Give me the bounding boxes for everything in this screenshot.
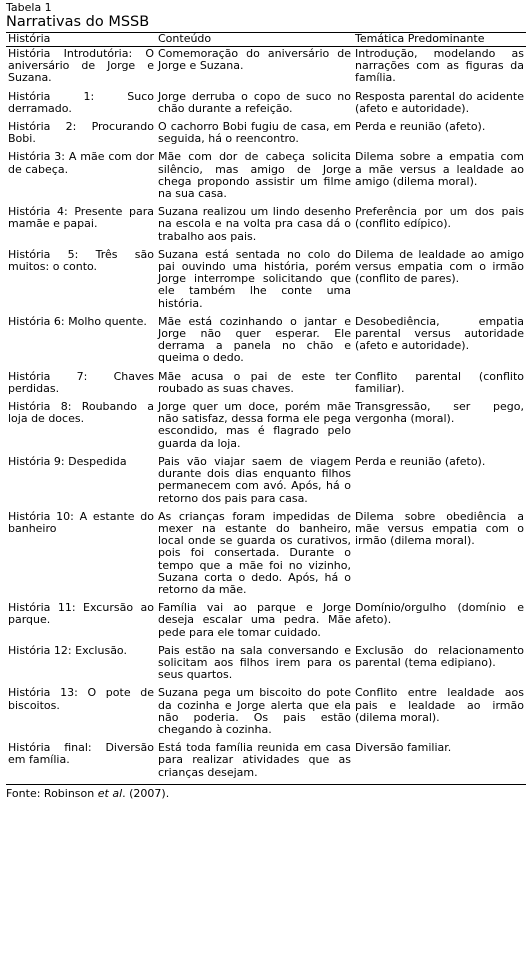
cell-historia: História 9: Despedida bbox=[8, 454, 127, 468]
table-row bbox=[6, 90, 526, 120]
cell-tematica: Perda e reunião (afeto). bbox=[355, 120, 486, 134]
source-suffix: . (2007). bbox=[122, 786, 170, 800]
table-row bbox=[6, 120, 526, 150]
cell-tematica: Desobediência, empatia parental versus autoridade (afeto e autoridade). bbox=[355, 314, 524, 353]
cell-historia: História 6: Molho quente. bbox=[8, 314, 147, 328]
table-row bbox=[6, 248, 526, 315]
cell-conteudo: O cachorro Bobi fugiu de casa, em seguida, há o reencontro. bbox=[158, 120, 351, 146]
cell-tematica: Dilema sobre obediência a mãe versus empatia com o irmão (dilema moral). bbox=[355, 509, 524, 548]
column-header-tematica: Temática Predominante bbox=[353, 33, 526, 47]
cell-historia: História 5: Três são muitos: o conto. bbox=[8, 247, 154, 274]
cell-tematica: Preferência por um dos pais (conflito edípico). bbox=[355, 205, 524, 231]
table-row bbox=[6, 644, 526, 687]
cell-historia: História 11: Excursão ao parque. bbox=[8, 601, 154, 627]
table-source bbox=[6, 787, 526, 800]
column-header-conteudo: Conteúdo bbox=[156, 33, 353, 47]
cell-tematica: Dilema de lealdade ao amigo versus empatia com o irmão (conflito de pares). bbox=[355, 247, 524, 286]
table-row bbox=[6, 741, 526, 784]
source-prefix: Fonte: Robinson bbox=[6, 786, 98, 800]
cell-conteudo: Mãe acusa o pai de este ter roubado as suas chaves. bbox=[158, 369, 351, 395]
cell-conteudo: As crianças foram impedidas de mexer na estante do banheiro, local onde se guarda os curativos, pois foi consertada. Durante o tempo que a mãe foi no vizinho, Suzana corta o dedo. Após, há o retorno da mãe. bbox=[158, 509, 351, 596]
table-row bbox=[6, 601, 526, 644]
column-header-historia: História bbox=[6, 33, 156, 47]
table-row bbox=[6, 370, 526, 400]
cell-historia: História final: Diversão em família. bbox=[6, 741, 156, 784]
cell-tematica: Transgressão, ser pego, vergonha (moral). bbox=[355, 400, 524, 426]
cell-tematica: Perda e reunião (afeto). bbox=[355, 454, 486, 468]
cell-historia: História 4: Presente para mamãe e papai. bbox=[8, 205, 154, 231]
cell-conteudo: Suzana realizou um lindo desenho na escola e na volta pra casa dá o trabalho aos pais. bbox=[158, 205, 351, 243]
table-row bbox=[6, 686, 526, 741]
source-italic: et al bbox=[97, 786, 123, 800]
table-row bbox=[6, 47, 526, 90]
cell-historia: História 1: Suco derramado. bbox=[8, 89, 154, 115]
cell-conteudo: Mãe está cozinhando o jantar e Jorge não quer esperar. Ele derrama a panela no chão e queima o dedo. bbox=[158, 314, 351, 365]
cell-conteudo: Mãe com dor de cabeça solicita silêncio, mas amigo de Jorge chega propondo assistir um filme na sua casa. bbox=[158, 150, 351, 201]
cell-historia: História 13: O pote de biscoitos. bbox=[8, 686, 154, 712]
cell-tematica: Domínio/orgulho (domínio e afeto). bbox=[355, 601, 524, 627]
cell-tematica: Exclusão do relacionamento parental (tema edipiano). bbox=[355, 643, 524, 669]
cell-tematica: Resposta parental do acidente (afeto e autoridade). bbox=[355, 89, 524, 115]
table-row bbox=[6, 455, 526, 510]
cell-conteudo: Família vai ao parque e Jorge deseja escalar uma pedra. Mãe pede para ele tomar cuidado. bbox=[158, 601, 351, 639]
cell-conteudo: Pais vão viajar saem de viagem durante dois dias enquanto filhos permanecem com avó. Após, há o retorno dos pais para casa. bbox=[158, 454, 351, 505]
cell-historia: História 8: Roubando a loja de doces. bbox=[8, 400, 154, 426]
table-header-row bbox=[6, 33, 526, 47]
cell-historia: História 3: A mãe com dor de cabeça. bbox=[8, 150, 154, 176]
table-row bbox=[6, 315, 526, 370]
cell-conteudo: Está toda família reunida em casa para realizar atividades que as crianças desejam. bbox=[156, 741, 353, 784]
table-row bbox=[6, 150, 526, 205]
cell-conteudo: Jorge quer um doce, porém mãe não satisfaz, dessa forma ele pega escondido, mas é flagrado pelo guarda da loja. bbox=[158, 400, 351, 450]
table-row bbox=[6, 205, 526, 248]
cell-tematica: Introdução, modelando as narrações com as figuras da família. bbox=[355, 47, 524, 85]
table-row bbox=[6, 510, 526, 601]
table-title: Narrativas do MSSB bbox=[6, 14, 150, 30]
cell-historia: História 12: Exclusão. bbox=[8, 643, 127, 657]
narratives-table bbox=[6, 32, 526, 785]
cell-conteudo: Pais estão na sala conversando e solicitam aos filhos irem para os seus quartos. bbox=[158, 643, 351, 682]
cell-conteudo: Suzana está sentada no colo do pai ouvindo uma história, porém Jorge interrompe solicitando que ele também lhe conte uma história. bbox=[158, 247, 351, 310]
cell-historia: História 7: Chaves perdidas. bbox=[8, 369, 154, 395]
cell-tematica: Diversão familiar. bbox=[353, 741, 526, 784]
table-body bbox=[6, 47, 526, 785]
table-label: Tabela 1 bbox=[6, 1, 52, 14]
cell-conteudo: Comemoração do aniversário de Jorge e Suzana. bbox=[158, 47, 351, 73]
cell-tematica: Conflito parental (conflito familiar). bbox=[355, 369, 524, 395]
cell-tematica: Dilema sobre a empatia com a mãe versus a lealdade ao amigo (dilema moral). bbox=[355, 150, 524, 188]
cell-historia: História 2: Procurando Bobi. bbox=[8, 120, 154, 146]
cell-tematica: Conflito entre lealdade aos pais e lealdade ao irmão (dilema moral). bbox=[355, 686, 524, 724]
cell-conteudo: Jorge derruba o copo de suco no chão durante a refeição. bbox=[158, 89, 351, 115]
cell-historia: História 10: A estante do banheiro bbox=[8, 509, 154, 535]
table-row bbox=[6, 400, 526, 455]
cell-historia: História Introdutória: O aniversário de Jorge e Suzana. bbox=[8, 47, 154, 85]
cell-conteudo: Suzana pega um biscoito do pote da cozinha e Jorge alerta que ela não poderia. Os pais estão chegando à cozinha. bbox=[158, 686, 351, 736]
